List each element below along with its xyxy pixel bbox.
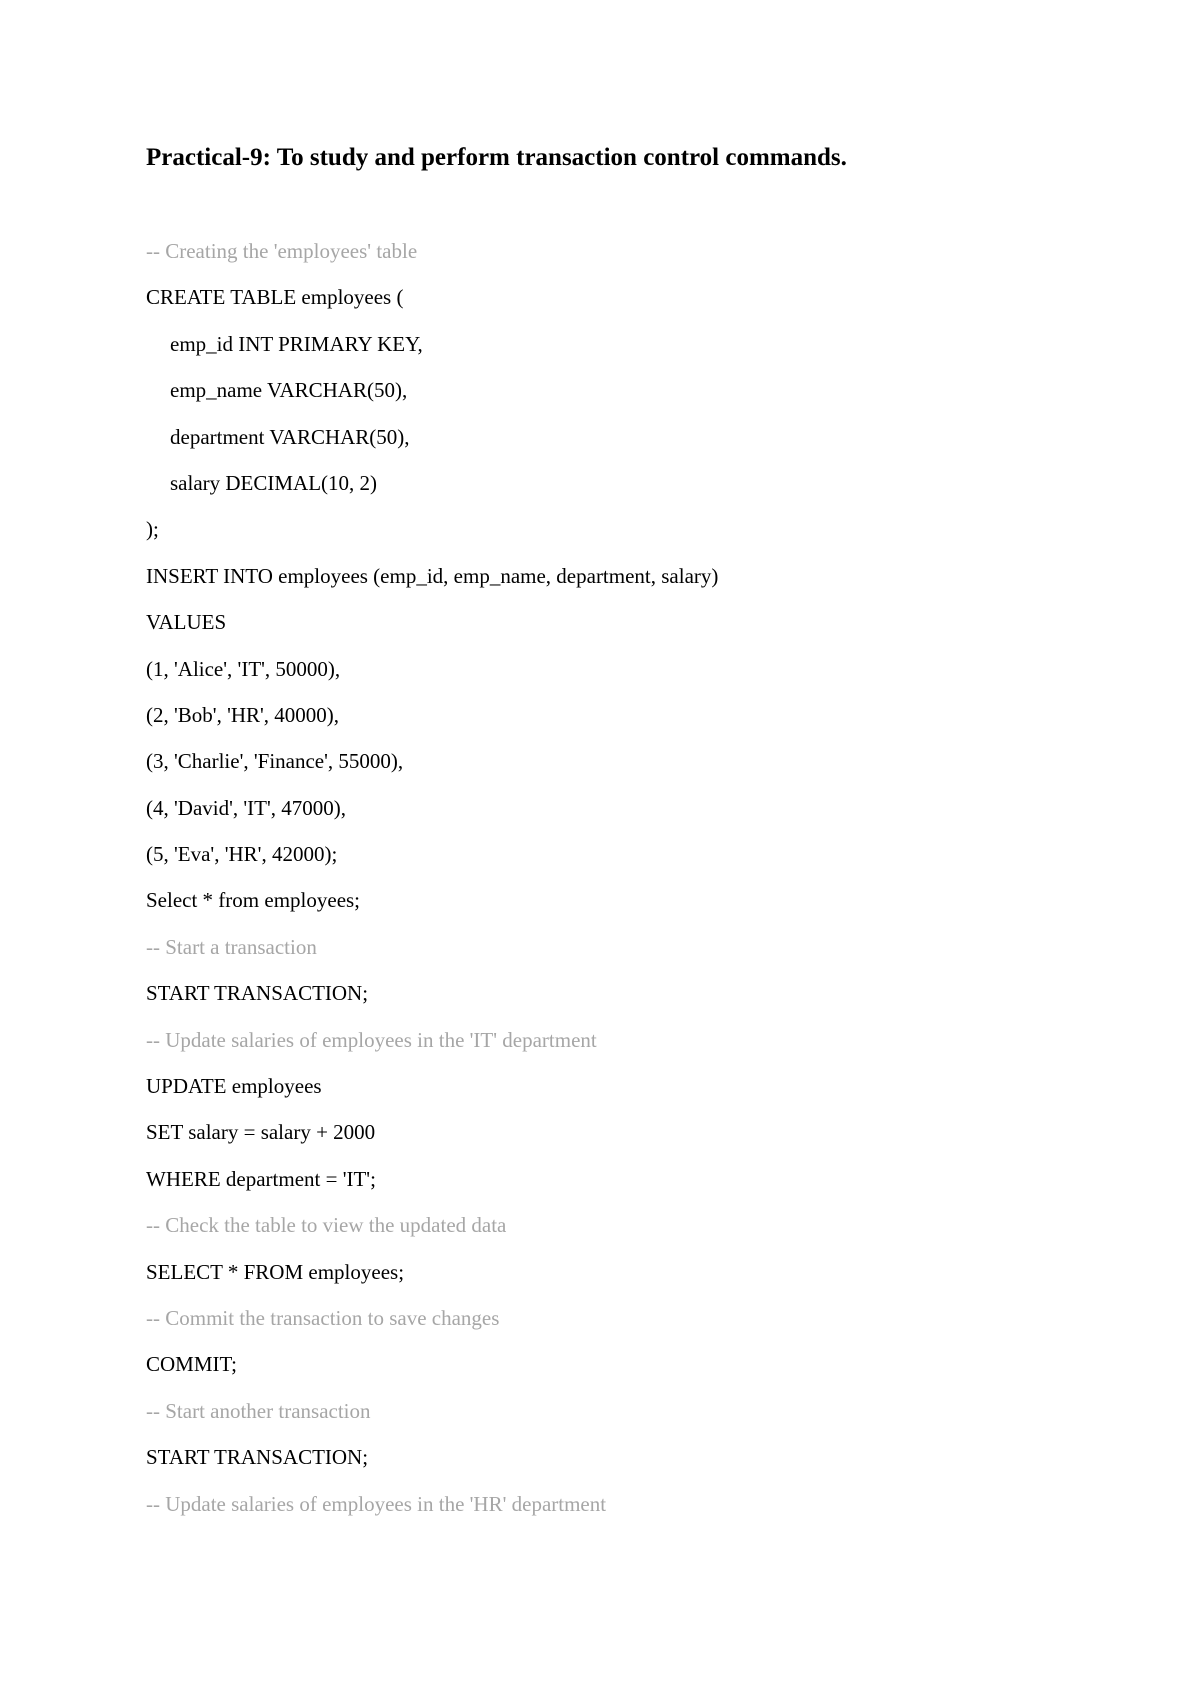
code-comment-line: -- Commit the transaction to save changes [146,1305,500,1330]
code-line: START TRANSACTION; [146,981,369,1006]
code-line: VALUES [146,610,227,635]
code-comment-line: -- Update salaries of employees in the 'IT' department [146,1027,597,1052]
code-line: (5, 'Eva', 'HR', 42000); [146,842,338,867]
code-line: (2, 'Bob', 'HR', 40000), [146,702,340,727]
page-title: Practical-9: To study and perform transaction control commands. [146,144,847,171]
code-comment-line: -- Creating the 'employees' table [146,239,418,263]
code-line: Select * from employees; [146,888,361,913]
code-line: ); [146,517,159,542]
code-line: SELECT * FROM employees; [146,1259,405,1284]
code-line: CREATE TABLE employees ( [146,285,404,310]
code-line: SET salary = salary + 2000 [146,1120,376,1145]
code-line: INSERT INTO employees (emp_id, emp_name, department, salary) [146,563,719,588]
code-comment-line: -- Check the table to view the updated data [146,1213,507,1238]
code-line: salary DECIMAL(10, 2) [170,470,378,495]
code-line: (4, 'David', 'IT', 47000), [146,795,347,820]
code-listing [146,236,718,1535]
code-line: WHERE department = 'IT'; [146,1166,376,1191]
code-line: (1, 'Alice', 'IT', 50000), [146,656,341,681]
code-line: emp_id INT PRIMARY KEY, [170,331,423,356]
code-line: UPDATE employees [146,1074,322,1099]
code-line: department VARCHAR(50), [170,424,410,449]
code-line: (3, 'Charlie', 'Finance', 55000), [146,749,404,774]
code-line: START TRANSACTION; [146,1445,369,1470]
code-comment-line: -- Update salaries of employees in the 'HR' department [146,1491,607,1516]
code-comment-line: -- Start another transaction [146,1398,371,1423]
code-comment-line: -- Start a transaction [146,934,317,959]
code-line: emp_name VARCHAR(50), [170,378,408,403]
code-line: COMMIT; [146,1352,238,1377]
